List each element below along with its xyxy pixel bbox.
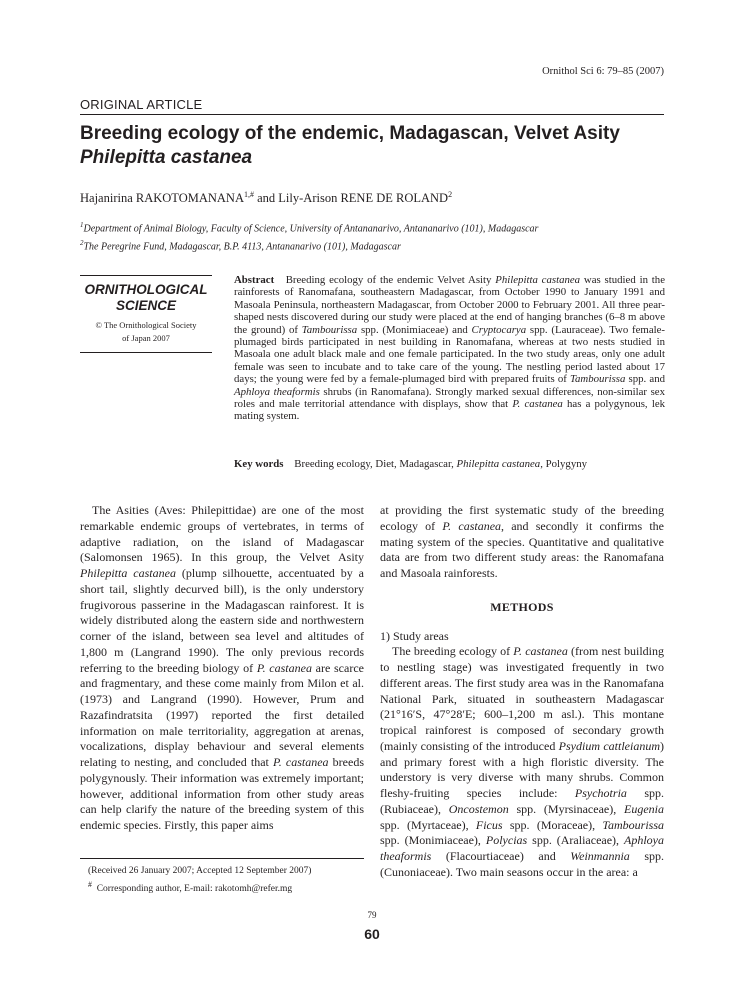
page-number: 79 bbox=[367, 910, 377, 920]
abstract-text: Breeding ecology of the endemic Velvet Asity bbox=[285, 274, 496, 286]
abstract-text: Tambourissa bbox=[569, 373, 626, 386]
body-text: Psydium cattleianum bbox=[558, 738, 660, 753]
subsection-heading: 1) Study areas bbox=[380, 628, 449, 643]
body-text: Weinmannia bbox=[570, 849, 630, 863]
body-text: P. castanea bbox=[513, 644, 568, 659]
body-text: Eugenia bbox=[624, 801, 664, 816]
intro-continued bbox=[380, 503, 664, 582]
abstract-text: P. castanea bbox=[512, 398, 563, 411]
body-text: P. castanea bbox=[442, 518, 502, 533]
corresponding-text: Corresponding author, E-mail: rakotomh@refer.mg bbox=[96, 884, 293, 895]
abstract-text: Tambourissa bbox=[301, 323, 358, 336]
affiliation-1-mark: 1 bbox=[80, 221, 84, 229]
body-text: Psychotria bbox=[574, 786, 627, 800]
abstract-text: Aphloya theaformis bbox=[234, 385, 320, 398]
author-1-affil: 1,# bbox=[243, 190, 254, 199]
affiliation-2-text: The Peregrine Fund, Madagascar, B.P. 4113, Antananarivo (101), Madagascar bbox=[83, 241, 401, 253]
body-text: spp. (Myrsinaceae), bbox=[508, 801, 624, 816]
body-text: spp. (Moraceae), bbox=[502, 817, 603, 832]
corresponding-note bbox=[88, 878, 311, 896]
keywords-label: Key words bbox=[234, 458, 284, 470]
header-divider bbox=[80, 114, 664, 115]
abstract-text: has a polygynous, lek mating system. bbox=[234, 398, 666, 423]
methods-paragraph bbox=[380, 644, 664, 880]
abstract-text: shrubs (in Ranomafana). Strongly marked sexual differences, non-similar sex roles and male territorial attendance with displays, show that bbox=[234, 385, 665, 411]
abstract-label: Abstract bbox=[234, 274, 275, 286]
body-text: spp. (Rubiaceae), bbox=[380, 786, 665, 816]
keywords-text: Breeding ecology, Diet, Madagascar, bbox=[294, 458, 457, 470]
intro-paragraph bbox=[80, 503, 364, 834]
body-text: at providing the first systematic study of the breeding ecology of bbox=[380, 503, 664, 533]
abstract bbox=[234, 274, 665, 423]
abstract-text: Philepitta castanea bbox=[495, 274, 581, 286]
author-connector: and bbox=[253, 191, 279, 206]
body-text: Oncostemon bbox=[448, 801, 509, 816]
footnotes bbox=[88, 865, 311, 896]
corresponding-mark: # bbox=[88, 880, 92, 889]
body-column-left bbox=[80, 503, 364, 834]
title-line-2: Philepitta castanea bbox=[80, 147, 253, 168]
affiliation-2-mark: 2 bbox=[80, 239, 84, 248]
logo-line-1: ORNITHOLOGICAL bbox=[84, 282, 208, 297]
section-heading-methods: METHODS bbox=[490, 599, 554, 614]
body-text: (Flacourtiaceae) and bbox=[431, 849, 571, 863]
keywords-text: Philepitta castanea bbox=[456, 458, 541, 470]
body-text: ) and primary forest with a high floristic diversity. The understory is very diverse with many shrubs. Common fleshy-fruiting species include: bbox=[380, 738, 664, 800]
body-text: spp. (Myrtaceae), bbox=[380, 817, 476, 832]
author-2: Lily-Arison RENE DE ROLAND bbox=[278, 191, 449, 206]
body-text: The Asities (Aves: Philepittidae) are one of the most remarkable endemic groups of vertebrates, in terms of adaptive radiation, on the island of Madagascar (Salomonsen 1965). In this group, the Velvet Asity bbox=[80, 503, 364, 565]
author-2-affil: 2 bbox=[448, 190, 453, 199]
body-text: Tambourissa bbox=[602, 817, 664, 832]
body-text: (from nest building to nestling stage) was investigated frequently in two different areas. The first study area was in the Ranomafana National Park, situated in southeastern Madagascar (21°16′S, 47°28′E; 600–1,200 m asl.). This montane tropical rainforest is composed of secondary growth (mainly consisting of the introduced bbox=[380, 644, 665, 753]
affiliation-1 bbox=[80, 218, 538, 236]
body-text: breeds polygynously. Their information was extremely important; however, additional information from other study areas can help clarify the nature of the breeding system of this endemic species. Firstly, this paper aims bbox=[80, 755, 364, 832]
abstract-text: spp. (Lauraceae). Two female-plumaged birds participated in nest building in Ranomafana, whereas at two nests studied in Masoala one adult black male and one female participated. In the two study areas, only one adult female was seen to incubate and to take care of the young. The nestling period lasted about 17 days; the young were fed by a female-plumaged bird with prepared fruits of bbox=[234, 323, 666, 386]
copyright-line-1: © The Ornithological Society bbox=[95, 320, 197, 330]
body-text: (plump silhouette, accentuated by a short tail, slightly decurved bill), is the only understory frugivorous passerine in the Madagascan rainforest. It is widely distributed along the eastern side and northwestern corner of the island, between sea level and altitudes of 1,800 m (Langrand 1990). The only previous records referring to the breeding biology of bbox=[80, 566, 365, 675]
body-text: Aphloya theaformis bbox=[380, 833, 665, 863]
body-column-right bbox=[380, 503, 664, 881]
logo-line-2: SCIENCE bbox=[115, 298, 176, 313]
received-note: (Received 26 January 2007; Accepted 12 September 2007) bbox=[88, 866, 312, 876]
title-line-1: Breeding ecology of the endemic, Madagascan, Velvet Asity bbox=[80, 123, 620, 144]
author-1: Hajanirina RAKOTOMANANA bbox=[80, 191, 244, 206]
abstract-text: was studied in the rainforests of Ranomafana, southeastern Madagascar, from October 1990 to January 1991 and Masoala Peninsula, northeastern Madagascar, from October 2000 to February 2001. All three pear-shaped nests discovered during our study were placed at the end of hanging branches (6–8 m above the ground) of bbox=[234, 274, 665, 336]
affiliations bbox=[80, 218, 538, 255]
footnote-divider bbox=[80, 858, 364, 859]
body-text: Philepitta castanea bbox=[80, 566, 176, 580]
body-text: P. castanea bbox=[272, 755, 329, 769]
body-text: , and secondly it confirms the mating system of the species. Quantitative and qualitative data are from two different study areas: the Ranomafana and Masoala rainforests. bbox=[380, 518, 664, 580]
keywords bbox=[234, 458, 665, 470]
body-text: spp. (Cunoniaceae). Two main seasons occur in the area: a bbox=[380, 849, 665, 879]
copyright-line-2: of Japan 2007 bbox=[122, 333, 170, 343]
logo-copyright bbox=[80, 319, 212, 345]
body-text: P. castanea bbox=[256, 660, 312, 675]
body-text: spp. (Araliaceae), bbox=[527, 833, 625, 848]
body-text: Ficus bbox=[475, 817, 503, 832]
abstract-text: spp. (Monimiaceae) and bbox=[357, 323, 472, 336]
abstract-text: Cryptocarya bbox=[471, 323, 527, 336]
author-list bbox=[80, 190, 452, 206]
body-text: are scarce and fragmentary, and these come mainly from Milon et al. (1973) and Langrand (1990). However, Prum and Razafindratsita (1997) reported the first detailed information on male territoriality, aggregation at arenas, vocalizations, display behaviour and several elements relating to nesting, and concluded that bbox=[80, 660, 364, 769]
affiliation-1-text: Department of Animal Biology, Faculty of Science, University of Antananarivo, Antananarivo (101), Madagascar bbox=[83, 223, 539, 235]
body-text: Polycias bbox=[485, 833, 528, 848]
affiliation-2 bbox=[80, 236, 538, 254]
page-number-large: 60 bbox=[364, 926, 380, 942]
journal-reference: Ornithol Sci 6: 79–85 (2007) bbox=[542, 66, 664, 77]
body-text: spp. (Monimiaceae), bbox=[380, 833, 486, 848]
keywords-text: , Polygyny bbox=[540, 458, 588, 470]
abstract-text: spp. and bbox=[625, 373, 665, 386]
journal-logo bbox=[80, 275, 212, 353]
body-text: The breeding ecology of bbox=[392, 644, 514, 659]
article-type-label: ORIGINAL ARTICLE bbox=[80, 97, 203, 112]
article-title bbox=[80, 122, 680, 170]
